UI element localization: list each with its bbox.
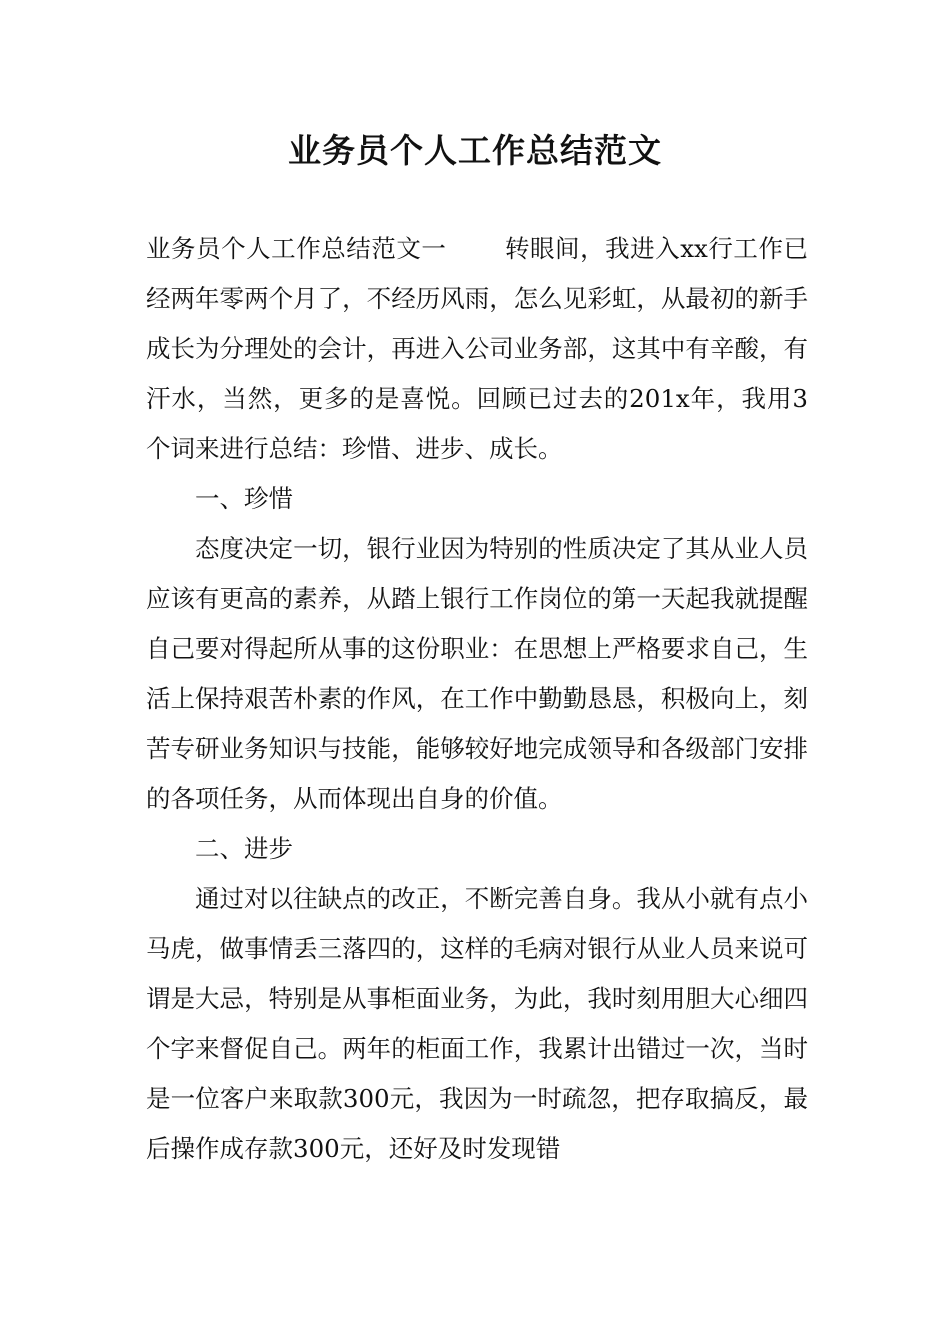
intro-text: 转眼间，我进入xx行工作已经两年零两个月了，不经历风雨，怎么见彩虹，从最初的新手成长为分理处的会计，再进入公司业务部，这其中有辛酸，有汗水，当然，更多的是喜悦。回顾已过去的201x年，我用3个词来进行总结：珍惜、进步、成长。 xyxy=(146,234,809,463)
section-paragraph-cherish: 态度决定一切，银行业因为特别的性质决定了其从业人员应该有更高的素养，从踏上银行工作岗位的第一天起我就提醒自己要对得起所从事的这份职业：在思想上严格要求自己，生活上保持艰苦朴素的作风，在工作中勤勤恳恳，积极向上，刻苦专研业务知识与技能，能够较好地完成领导和各级部门安排的各项任务，从而体现出自身的价值。 xyxy=(146,534,808,813)
document-title: 业务员个人工作总结范文 xyxy=(288,131,662,170)
section-paragraph-progress: 通过对以往缺点的改正，不断完善自身。我从小就有点小马虎，做事情丢三落四的，这样的毛病对银行从业人员来说可谓是大忌，特别是从事柜面业务，为此，我时刻用胆大心细四个字来督促自己。两年的柜面工作，我累计出错过一次，当时是一位客户来取款300元，我因为一时疏忽，把存取搞反，最后操作成存款300元，还好及时发现错 xyxy=(146,884,808,1163)
section-heading-progress: 二、进步 xyxy=(195,834,293,863)
section-heading-cherish: 一、珍惜 xyxy=(195,484,293,513)
document-body xyxy=(146,224,808,1174)
intro-paragraph xyxy=(146,224,808,474)
intro-lead: 业务员个人工作总结范文一 xyxy=(146,234,447,263)
